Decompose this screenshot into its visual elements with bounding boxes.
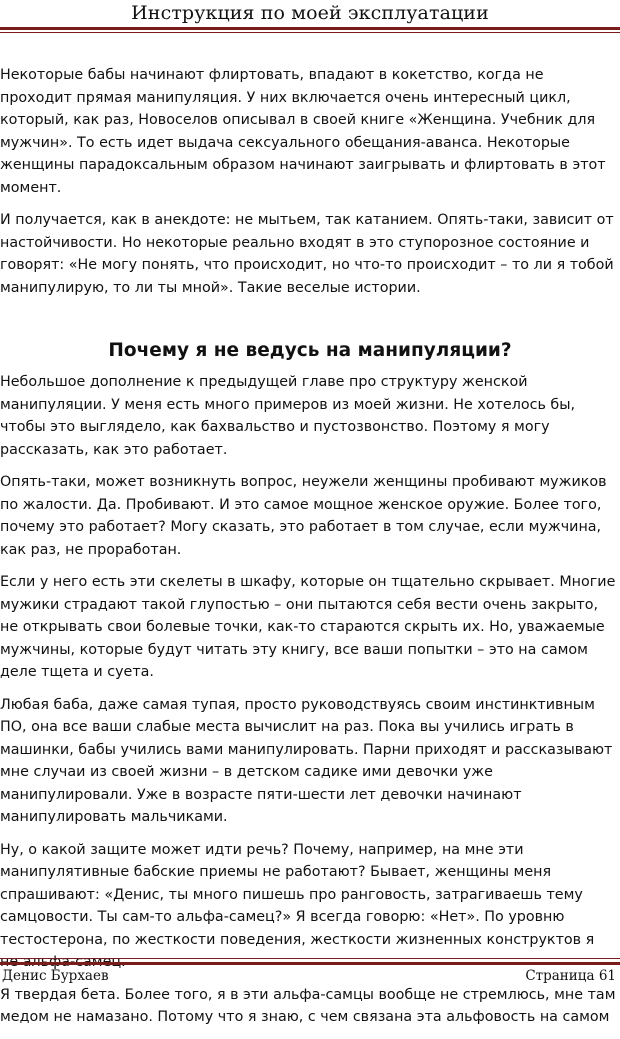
paragraph: Опять-таки, может возникнуть вопрос, неужели женщины пробивают мужиков по жалости. Да. Пробивают. И это самое мощное женское оружие. Более того, почему это работает? Могу сказать, это работает в том случае, если мужчина, как раз, не проработан.: [0, 474, 607, 558]
page-header: [0, 0, 620, 34]
header-rule-thin: [0, 32, 620, 33]
paragraph: Ну, о какой защите может идти речь? Почему, например, на мне эти манипулятивные бабские приемы не работают? Бывает, женщины меня спрашивают: «Денис, ты много пишешь про ранговость, затрагиваешь тему самцовости. Ты сам-то альфа-самец?» Я всегда говорю: «Нет». По уровню тестостерона, по жесткости поведения, жесткости жизненных конструктов я: [0, 841, 595, 948]
document-title: Инструкция по моей эксплуатации: [131, 2, 489, 24]
header-rule-thick: [0, 27, 620, 30]
paragraph-continued: Я твердая бета. Более того, я в эти альфа-самцы вообще не стремлюсь, мне там медом не намазано. Потому что я знаю, с чем связана эта альфовость на самом: [0, 986, 616, 1025]
section-heading: Почему я не ведусь на манипуляции?: [108, 340, 512, 361]
paragraph: Некоторые бабы начинают флиртовать, впадают в кокетство, когда не проходит прямая манипуляция. У них включается очень интересный цикл, который, как раз, Новоселов описывал в своей книге «Женщина. Учебник для мужчин». То есть идет выдача сексуального обещания-аванса. Некоторые женщины парадоксальным образом начинают заигрывать и флиртовать в этот момент.: [0, 67, 606, 196]
paragraph: И получается, как в анекдоте: не мытьем, так катанием. Опять-таки, зависит от настойчивости. Но некоторые реально входят в это ступорозное состояние и говорят: «Не могу понять, что происходит, но что-то происходит – то ли я тобой манипулирую, то ли ты мной». Такие веселые истории.: [0, 212, 614, 296]
page-body: [0, 64, 620, 1039]
footer-rule-thin: [0, 958, 620, 959]
paragraph: Если у него есть эти скелеты в шкафу, которые он тщательно скрывает. Многие мужики страдают такой глупостью – они пытаются себя вести очень закрыто, не открывать свои болевые точки, как-то стараются скрыть их. Но, уважаемые мужчины, которые будут читать эту книгу, все ваши попытки – это на самом деле тщета и суета.: [0, 574, 616, 680]
paragraph: Небольшое дополнение к предыдущей главе про структуру женской манипуляции. У меня есть много примеров из моей жизни. Не хотелось бы, чтобы это выглядело, как бахвальство и пустозвонство. Поэтому я могу рассказать, как это работает.: [0, 374, 576, 458]
paragraph: Любая баба, даже самая тупая, просто руководствуясь своим инстинктивным ПО, она все ваши слабые места вычислит на раз. Пока вы учились играть в машинки, бабы учились вами манипулировать. Парни приходят и рассказывают мне случаи из своей жизни – в детском садике ими девочки уже манипулировали. Уже в возрасте пяти-шести лет девочки начинают манипулировать мальчиками.: [0, 696, 613, 825]
footer-page-number: Страница 61: [525, 968, 616, 984]
page-footer: [0, 958, 620, 989]
footer-rule-thick: [0, 962, 620, 965]
footer-author: Денис Бурхаев: [2, 968, 109, 984]
